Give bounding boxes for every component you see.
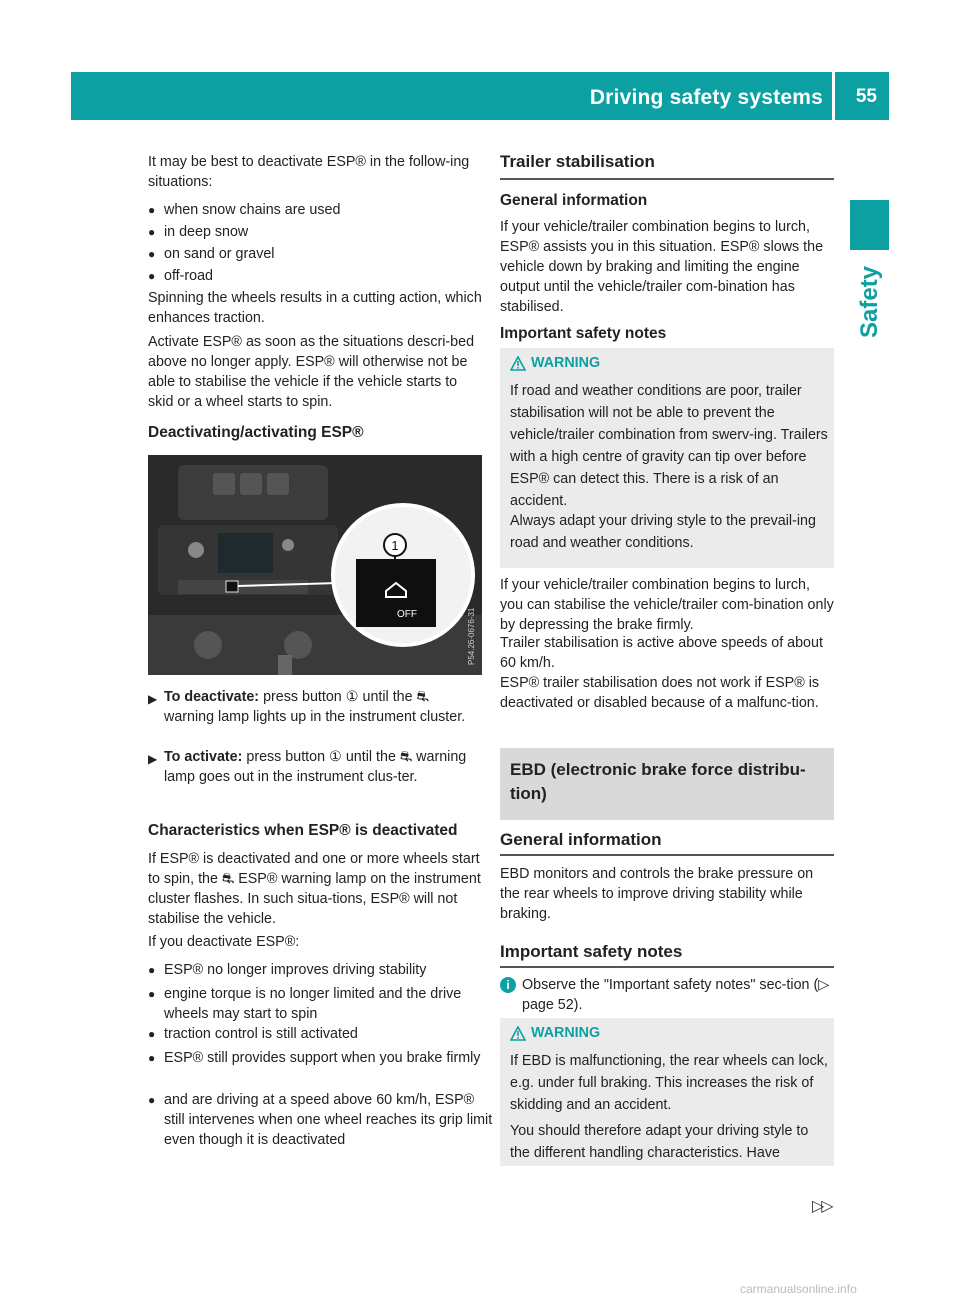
heading-trailer-stabilisation: Trailer stabilisation [500, 152, 655, 171]
bullet-icon: ● [148, 963, 156, 977]
list-item: ● ESP® no longer improves driving stability [148, 962, 427, 978]
heading-ebd: EBD (electronic brake force distribu-tion) [510, 760, 806, 803]
warning-label: WARNING [531, 1025, 601, 1041]
dashboard-illustration [148, 455, 482, 675]
heading-deactivating: Deactivating/activating ESP® [148, 424, 364, 441]
dashboard-photo [148, 455, 482, 675]
page-number: 55 [855, 86, 877, 107]
intro-paragraph: It may be best to deactivate ESP® in the follow-ing situations: [148, 154, 470, 190]
paragraph: Spinning the wheels results in a cutting action, which enhances traction. [148, 290, 482, 326]
heading-general-information: General information [500, 192, 648, 209]
ebd-heading-box [500, 748, 834, 820]
continue-arrows-icon: ▷▷ [812, 1198, 831, 1215]
list-item: ● ESP® still provides support when you brake firmly [148, 1050, 481, 1066]
bullet-icon: ● [148, 225, 156, 239]
header-separator [832, 72, 835, 120]
paragraph: ESP® trailer stabilisation does not work if ESP® is deactivated or disabled because of a malfunc-tion. [500, 675, 820, 711]
heading-important-safety-notes: Important safety notes [500, 325, 667, 342]
photo-reference: P54.26-0676-31 [467, 607, 476, 665]
info-note: Observe the "Important safety notes" sec-tion (▷ page 52). [522, 977, 830, 1013]
bullet-icon: ● [148, 987, 156, 1001]
paragraph: If your vehicle/trailer combination begins to lurch, ESP® assists you in this situation. ESP® slows the vehicle down by braking and limiting the engine output until the vehicle/trailer com-bination has stabilised. [500, 219, 824, 315]
list-item: ● on sand or gravel [148, 246, 275, 262]
heading-rule [500, 966, 834, 968]
paragraph: EBD monitors and controls the brake pressure on the rear wheels to improve driving stability while braking. [500, 866, 814, 922]
callout-number: 1 [391, 538, 399, 553]
step-activate: ▶ To activate: press button ① until the ⛐ warning lamp goes out in the instrument clus-ter. [148, 749, 467, 785]
warning-triangle-icon [510, 1026, 526, 1041]
warning-box [500, 1018, 834, 1166]
warning-text: You should therefore adapt your driving style to the different handling characteristics. Have [510, 1123, 809, 1161]
warning-triangle-icon [510, 356, 526, 371]
warning-text: If EBD is malfunctioning, the rear wheels can lock, e.g. under full braking. This increases the risk of skidding and an accident. [510, 1053, 828, 1113]
paragraph: If ESP® is deactivated and one or more wheels start to spin, the ⛐ ESP® warning lamp on the instrument cluster flashes. In such situa-tions, ESP® will not stabilise the vehicle. [148, 851, 481, 927]
warning-text: If road and weather conditions are poor, trailer stabilisation will not be able to prevent the vehicle/trailer combination from swerv-ing. Trailers with a high centre of gravity can tip over before ESP® can detect this. There is a risk of an accident. [510, 383, 828, 509]
step-arrow-icon: ▶ [148, 752, 158, 766]
list-item: ● off-road [148, 268, 214, 284]
section-title: Driving safety systems [589, 86, 823, 109]
footer-watermark: carmanualsonline.info [740, 1282, 857, 1296]
heading-general-information-ebd: General information [500, 830, 662, 849]
heading-characteristics: Characteristics when ESP® is deactivated [148, 822, 458, 839]
paragraph: Activate ESP® as soon as the situations descri-bed above no longer apply. ESP® will otherwise not be able to stabilise the vehicle if the vehicle starts to skid or a wheel starts to spin. [148, 334, 475, 410]
info-icon: i [500, 977, 516, 993]
list-item: ● in deep snow [148, 224, 249, 240]
bullet-icon: ● [148, 269, 156, 283]
paragraph: If your vehicle/trailer combination begins to lurch, you can stabilise the vehicle/trailer com-bination only by depressing the brake firmly. [500, 577, 834, 633]
side-tab-label: Safety [856, 265, 883, 339]
warning-text: Always adapt your driving style to the prevail-ing road and weather conditions. [510, 513, 816, 551]
paragraph: Trailer stabilisation is active above speeds of about 60 km/h. [500, 635, 823, 671]
step-deactivate: ▶ To deactivate: press button ① until the ⛐ warning lamp lights up in the instrument cluster. [148, 689, 466, 725]
paragraph: If you deactivate ESP®: [148, 934, 300, 950]
list-item: ● when snow chains are used [148, 202, 341, 218]
bullet-icon: ● [148, 1093, 156, 1107]
warning-box [500, 348, 834, 568]
heading-rule [500, 178, 834, 180]
off-label: OFF [397, 609, 417, 620]
side-tab-block [850, 200, 889, 250]
list-item: ● traction control is still activated [148, 1026, 358, 1042]
list-item: ● and are driving at a speed above 60 km/h, ESP® still intervenes when one wheel reaches its grip limit even though it is deactivated [148, 1092, 493, 1148]
bullet-icon: ● [148, 247, 156, 261]
header-bar [71, 72, 889, 120]
bullet-icon: ● [148, 1027, 156, 1041]
bullet-icon: ● [148, 203, 156, 217]
bullet-icon: ● [148, 1051, 156, 1065]
heading-important-safety-notes-ebd: Important safety notes [500, 942, 683, 961]
list-item: ● engine torque is no longer limited and the drive wheels may start to spin [148, 986, 462, 1022]
warning-label: WARNING [531, 355, 601, 371]
heading-rule [500, 854, 834, 856]
step-arrow-icon: ▶ [148, 692, 158, 706]
